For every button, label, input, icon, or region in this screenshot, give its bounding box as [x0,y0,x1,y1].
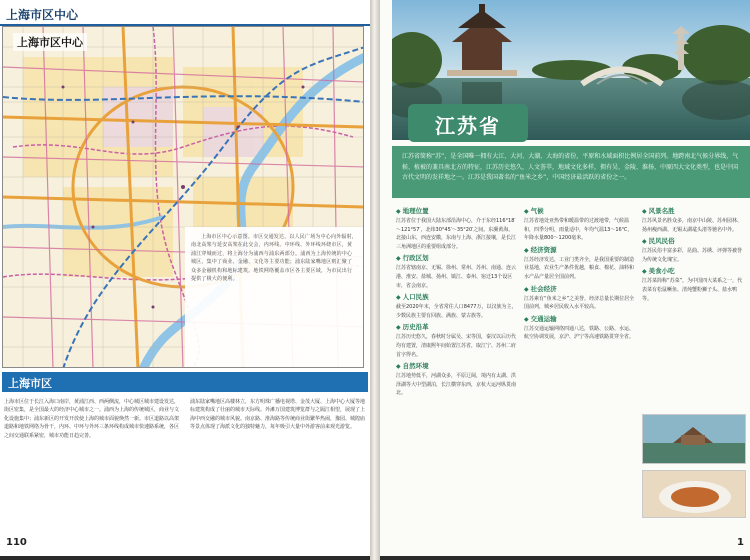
section-text: 江苏交通运输网络四通八达，铁路、公路、水运、航空协调发展，京沪、沪宁等高速铁路贯穿全省。 [524,325,635,341]
aside-photo-food [642,470,746,518]
right-column-2 [524,204,636,342]
section-text: 江苏素有“鱼米之乡”之美誉，经济总量长期位居全国前列，城乡居民收入水平较高。 [524,295,635,311]
section-text: 江苏经济发达，工业门类齐全，是我国重要的制造业基地，农业生产条件优越，粮食、棉花、油料和水产品产量居全国前列。 [524,256,635,280]
section-heading: ◆ 社会经济 [524,284,636,295]
section-heading: ◆ 气候 [524,206,636,217]
shanghai-map [2,26,364,368]
aside-photo-garden [642,414,746,464]
province-intro-text: 江苏省简称“苏”，是全国唯一拥有大江、大河、大湖、大海的省份，平原和水域面积比例居全国前列。地跨南北气候分界线，气候、植被的兼具南北方的特征，江苏历史悠久，人文荟萃，地域文化多样，拥有吴、金陵、淮扬、中原四大文化类型，也是中国古代文明的发祥地之一。江苏是我国著名的“鱼米之乡”，中国经济最活跃的省份之一。 [402,153,739,181]
right-footer-rule [380,556,750,560]
province-intro [392,146,750,198]
right-page-number: 1 [737,537,744,548]
section-heading: ◆ 美食小吃 [642,266,746,277]
food-graphic [643,471,746,518]
left-page-number: 110 [6,537,27,548]
section-heading: ◆ 交通运输 [524,314,636,325]
section-heading: ◆ 历史沿革 [396,322,518,333]
garden-graphic [643,415,746,464]
section-text: 江苏地势低平，河湖众多，平原辽阔，境内有太湖、洪泽湖等大中型湖泊，长江横穿东西，京杭大运河纵贯南北。 [396,373,517,397]
section-heading: ◆ 风景名胜 [642,206,746,217]
section-text: 江苏历史悠久，春秋时分属吴、宋等国，秦汉以后历代均有建置，清康熙年间始置江苏省，取江宁、苏州二府首字得名。 [396,334,517,358]
left-page [0,0,370,560]
section-text: 江苏菜简称“苏菜”，为中国四大菜系之一，代表菜有松鼠鳜鱼、清炖蟹粉狮子头、盐水鸭等。 [642,278,743,302]
section-text: 江苏省位于我国大陆东部沿海中心，介于东经116°18′～121°57′，北纬30°45′～35°20′之间。东濒黄海，北接山东，西连安徽，东南与上海、浙江接壤，是长江三角洲地区的重要组成部分。 [396,218,517,250]
left-body-column-1: 上海市区位于长江入海口南岸，黄浦江西、西两侧流，中心城区城市建设发达，街区密集，是全国最大的经济中心城市之一。浦西为上海的传统城区，商业与文化设施集中；浦东新区的开发开放使上海的城市面貌焕然一新。市区道路以高架道路和地铁网络为骨干，内环、中环与外环三条环线构成城市快速路系统，各区之间交通联系紧密，城市功能日趋完善。 [4,399,180,439]
province-title-box [408,104,528,142]
section-text: 江苏风景名胜众多，南京中山陵、苏州园林、扬州瘦西湖、无锡太湖鼋头渚等驰名中外。 [642,218,743,233]
section-bar [2,372,368,392]
left-body-columns [4,398,366,518]
right-column-1 [396,204,518,398]
right-body-columns [396,204,750,524]
map-text-paragraph: 上海市区中心示意图。市区交通发达，以人民广场为中心向外辐射，南北高架与延安高架在此交会，内环线、中环线、外环线环绕市区，黄浦江穿城而过，将上海分为浦西与浦东两部分。浦西为上海传统的中心城区，集中了商业、金融、文化等主要功能；浦东陆家嘴地区则汇聚了众多金融机构和地标建筑。地铁网络覆盖市区各主要区域，为市民出行提供了极大的便利。 [191,234,358,283]
map-text-block [185,227,363,368]
section-heading: ◆ 经济资源 [524,245,636,256]
map-inset-label: 上海市区中心 [13,33,87,51]
section-heading: ◆ 行政区划 [396,253,518,264]
section-heading: ◆ 自然环境 [396,361,518,372]
section-text: 江苏省辖南京、无锡、徐州、常州、苏州、南通、连云港、淮安、盐城、扬州、镇江、泰州、宿迁13个设区市，省会南京。 [396,265,517,289]
left-body-column-2: 浦东陆家嘴地区高楼林立，东方明珠广播电视塔、金茂大厦、上海中心大厦等地标建筑构成了壮丽的城市天际线。外滩万国建筑博览群与之隔江相望，展现了上海中西交融的城市风貌。南京路、淮海路等传统商业街繁华热闹，豫园、城隍庙等景点体现了海派文化的独特魅力，每年吸引大量中外游客前来观光游览。 [190,399,366,431]
right-column-3 [642,204,746,303]
left-page-header [0,0,370,26]
left-footer-rule [0,556,370,560]
province-title: 江苏省 [435,114,501,138]
section-heading: ◆ 地理位置 [396,206,518,217]
section-heading: ◆ 人口民族 [396,292,518,303]
left-page-title: 上海市区中心 [6,8,79,22]
section-text: 截至2020年末，全省常住人口8477万，以汉族为主，少数民族主要有回族、满族、蒙古族等。 [396,304,517,319]
section-text: 江苏民俗丰富多彩，昆曲、苏绣、评弹等被誉为传统文化瑰宝。 [642,248,743,263]
right-page [380,0,750,560]
book-gutter [370,0,380,560]
section-title: 上海市区 [8,377,52,390]
section-heading: ◆ 民风民俗 [642,236,746,247]
section-text: 江苏省地处亚热带和暖温带的过渡地带，气候温和，四季分明，雨量适中，年均气温13～16℃，年降水量800～1200毫米。 [524,218,633,242]
